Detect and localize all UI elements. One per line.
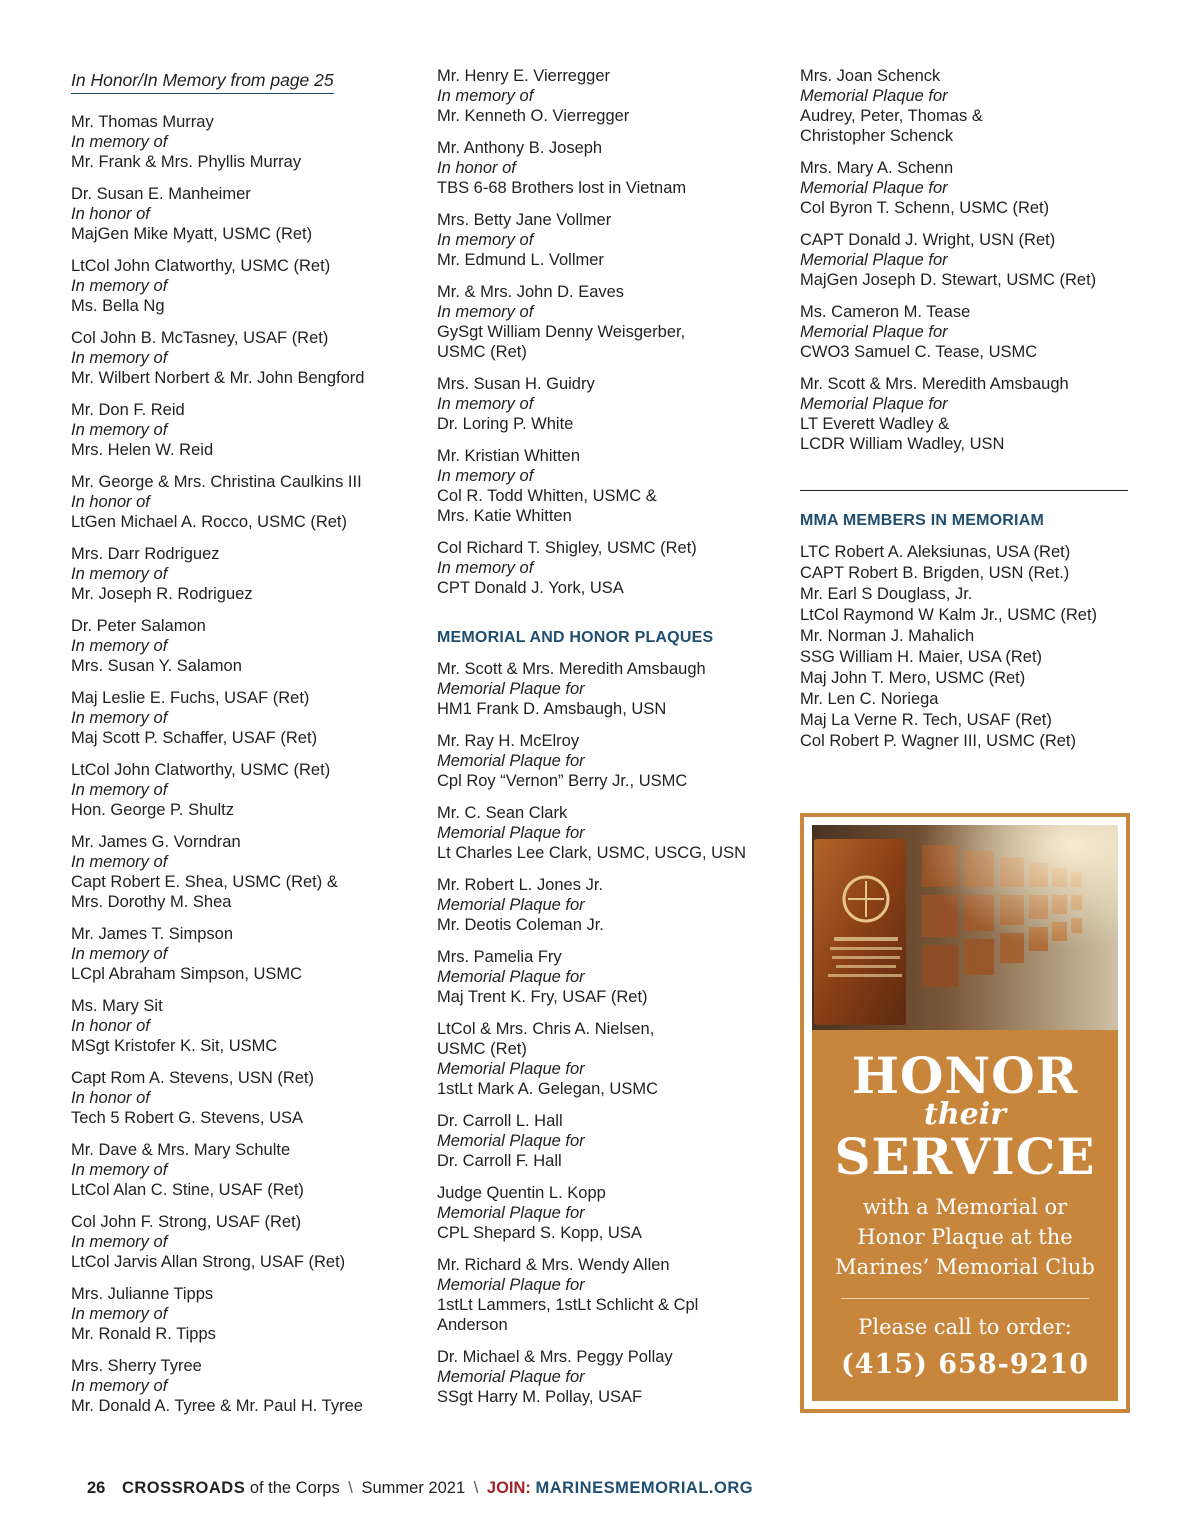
dedication-type: In memory of (71, 349, 168, 367)
honoree-name: MajGen Mike Myatt, USMC (Ret) (71, 225, 313, 243)
dedication-type: Memorial Plaque for (437, 1132, 585, 1150)
dedication-type: In memory of (71, 1377, 168, 1395)
dedication-entry (437, 659, 777, 719)
ad-panel (812, 825, 1118, 1401)
column-1-entries (71, 112, 411, 1416)
dedication-entry (437, 446, 777, 526)
dedication-entry (71, 1140, 411, 1200)
dedication-type: In memory of (437, 467, 534, 485)
dedication-type: Memorial Plaque for (800, 395, 948, 413)
dedication-entry (437, 1019, 777, 1099)
dedication-entry (71, 760, 411, 820)
honoree-name: 1stLt Mark A. Gelegan, USMC (437, 1080, 659, 1098)
dedication-type: Memorial Plaque for (437, 968, 585, 986)
honoree-name: Col R. Todd Whitten, USMC & (437, 487, 657, 505)
donor-name: Mr. Dave & Mrs. Mary Schulte (71, 1141, 291, 1159)
member-name: Mr. Earl S Douglass, Jr. (800, 585, 973, 603)
honoree-name: Mr. Edmund L. Vollmer (437, 251, 604, 269)
dedication-type: In memory of (71, 1233, 168, 1251)
footer-of-the-corps: of the Corps (249, 1479, 340, 1497)
footer-join: JOIN: (486, 1479, 531, 1497)
ad-service: SERVICE (834, 1127, 1096, 1186)
dedication-type: In honor of (71, 205, 150, 223)
donor-name: Mr. Henry E. Vierregger (437, 67, 611, 85)
donor-name: Mr. Ray H. McElroy (437, 732, 580, 750)
dedication-type: In memory of (71, 421, 168, 439)
honoree-name: Audrey, Peter, Thomas & (800, 107, 983, 125)
running-head: In Honor/In Memory from page 25 (71, 70, 334, 94)
dedication-entry (437, 66, 777, 126)
honoree-name: LCpl Abraham Simpson, USMC (71, 965, 303, 983)
dedication-type: In memory of (437, 395, 534, 413)
honoree-name: CWO3 Samuel C. Tease, USMC (800, 343, 1038, 361)
donor-name: Mrs. Joan Schenck (800, 67, 941, 85)
donor-name: Ms. Mary Sit (71, 997, 163, 1015)
honoree-name: Col Byron T. Schenn, USMC (Ret) (800, 199, 1050, 217)
honoree-name: Mr. Kenneth O. Vierregger (437, 107, 630, 125)
donor-name: Mr. C. Sean Clark (437, 804, 568, 822)
donor-name: LtCol John Clatworthy, USMC (Ret) (71, 761, 331, 779)
donor-name: Mrs. Julianne Tipps (71, 1285, 214, 1303)
dedication-entry (71, 924, 411, 984)
honoree-name: GySgt William Denny Weisgerber, (437, 323, 686, 341)
honoree-name: 1stLt Lammers, 1stLt Schlicht & Cpl (437, 1296, 699, 1314)
footer-brand: CROSSROADS (121, 1479, 246, 1497)
member-name: LtCol Raymond W Kalm Jr., USMC (Ret) (800, 606, 1098, 624)
plaque-entries (437, 659, 777, 1407)
section-divider (800, 490, 1128, 491)
donor-name: Mr. Richard & Mrs. Wendy Allen (437, 1256, 670, 1274)
honoree-name: TBS 6-68 Brothers lost in Vietnam (437, 179, 687, 197)
dedication-type: In memory of (71, 781, 168, 799)
honoree-name: Mr. Wilbert Norbert & Mr. John Bengford (71, 369, 365, 387)
honoree-name: LtCol Alan C. Stine, USAF (Ret) (71, 1181, 304, 1199)
honoree-name: Dr. Loring P. White (437, 415, 574, 433)
dedication-type: In memory of (71, 945, 168, 963)
dedication-entry (71, 544, 411, 604)
dedication-type: In memory of (71, 133, 168, 151)
donor-name: Mr. James T. Simpson (71, 925, 233, 943)
footer-issue: Summer 2021 (361, 1479, 466, 1497)
dedication-type: In memory of (437, 559, 534, 577)
honoree-name: Maj Trent K. Fry, USAF (Ret) (437, 988, 648, 1006)
donor-name: CAPT Donald J. Wright, USN (Ret) (800, 231, 1056, 249)
dedication-type: Memorial Plaque for (437, 1276, 585, 1294)
honor-service-ad (800, 813, 1130, 1413)
donor-name: Mr. Robert L. Jones Jr. (437, 876, 603, 894)
dedication-type: Memorial Plaque for (437, 680, 585, 698)
dedication-entry (71, 112, 411, 172)
dedication-entry (71, 472, 411, 532)
honoree-name: Mr. Frank & Mrs. Phyllis Murray (71, 153, 302, 171)
dedication-entry (71, 996, 411, 1056)
dedication-type: Memorial Plaque for (437, 1060, 585, 1078)
donor-name: Mr. Scott & Mrs. Meredith Amsbaugh (437, 660, 706, 678)
honoree-name: LCDR William Wadley, USN (800, 435, 1005, 453)
donor-name: Mr. Thomas Murray (71, 113, 214, 131)
member-name: CAPT Robert B. Brigden, USN (Ret.) (800, 564, 1070, 582)
donor-name: Col John B. McTasney, USAF (Ret) (71, 329, 329, 347)
honoree-name: Mrs. Helen W. Reid (71, 441, 214, 459)
honoree-name: SSgt Harry M. Pollay, USAF (437, 1388, 643, 1406)
donor-name: Mr. & Mrs. John D. Eaves (437, 283, 625, 301)
dedication-type: In memory of (71, 1305, 168, 1323)
honoree-name: MajGen Joseph D. Stewart, USMC (Ret) (800, 271, 1097, 289)
honoree-name: Mrs. Susan Y. Salamon (71, 657, 242, 675)
member-name: Col Robert P. Wagner III, USMC (Ret) (800, 732, 1076, 750)
donor-name: LtCol & Mrs. Chris A. Nielsen, (437, 1020, 655, 1038)
dedication-type: In memory of (71, 853, 168, 871)
honoree-name: MSgt Kristofer K. Sit, USMC (71, 1037, 278, 1055)
dedication-entry (800, 302, 1130, 362)
plaques-heading: MEMORIAL AND HONOR PLAQUES (437, 629, 714, 646)
honoree-name: Capt Robert E. Shea, USMC (Ret) & (71, 873, 338, 891)
ad-phone[interactable]: (415) 658-9210 (840, 1349, 1090, 1380)
dedication-entry (800, 374, 1130, 454)
honoree-name: Christopher Schenck (800, 127, 954, 145)
footer-url[interactable]: MARINESMEMORIAL.ORG (535, 1479, 754, 1497)
donor-name: Dr. Peter Salamon (71, 617, 206, 635)
dedication-entry (437, 875, 777, 935)
dedication-entry (71, 400, 411, 460)
dedication-entry (437, 538, 777, 598)
honoree-name: CPL Shepard S. Kopp, USA (437, 1224, 642, 1242)
ad-with: with a Memorial or Honor Plaque at the Marines’ Memorial Club (835, 1195, 1095, 1279)
donor-name: Mrs. Mary A. Schenn (800, 159, 954, 177)
column-3 (800, 66, 1130, 752)
honoree-name: Mr. Joseph R. Rodriguez (71, 585, 253, 603)
dedication-type: In memory of (71, 1161, 168, 1179)
members-heading: MMA MEMBERS IN MEMORIAM (800, 512, 1044, 529)
dedication-type: Memorial Plaque for (800, 179, 948, 197)
honoree-name: Hon. George P. Shultz (71, 801, 234, 819)
donor-name: Mr. Kristian Whitten (437, 447, 581, 465)
dedication-type: Memorial Plaque for (800, 87, 948, 105)
dedication-entry (71, 328, 411, 388)
dedication-entry (437, 1111, 777, 1171)
donor-name: Capt Rom A. Stevens, USN (Ret) (71, 1069, 314, 1087)
honoree-name: LtCol Jarvis Allan Strong, USAF (Ret) (71, 1253, 346, 1271)
honoree-name: Ms. Bella Ng (71, 297, 165, 315)
honoree-name: Anderson (437, 1316, 508, 1334)
dedication-entry (71, 616, 411, 676)
column-2-entries (437, 66, 777, 598)
dedication-entry (437, 1347, 777, 1407)
honoree-name: Mr. Deotis Coleman Jr. (437, 916, 604, 934)
honoree-name: Tech 5 Robert G. Stevens, USA (71, 1109, 304, 1127)
dedication-entry (71, 832, 411, 912)
honoree-name: Cpl Roy “Vernon” Berry Jr., USMC (437, 772, 688, 790)
members-list (800, 542, 1130, 752)
dedication-type: In honor of (71, 1017, 150, 1035)
donor-name: Mrs. Darr Rodriguez (71, 545, 220, 563)
dedication-type: In memory of (71, 277, 168, 295)
dedication-type: In memory of (437, 231, 534, 249)
donor-name: Judge Quentin L. Kopp (437, 1184, 606, 1202)
donor-name: Mr. Don F. Reid (71, 401, 185, 419)
honoree-name: HM1 Frank D. Amsbaugh, USN (437, 700, 667, 718)
honoree-name: Maj Scott P. Schaffer, USAF (Ret) (71, 729, 318, 747)
donor-name: Col John F. Strong, USAF (Ret) (71, 1213, 302, 1231)
member-name: Maj John T. Mero, USMC (Ret) (800, 669, 1026, 687)
dedication-entry (437, 731, 777, 791)
dedication-entry (437, 282, 777, 362)
dedication-entry (800, 158, 1130, 218)
footer (87, 1479, 753, 1498)
dedication-type: Memorial Plaque for (800, 251, 948, 269)
dedication-type: In memory of (71, 565, 168, 583)
dedication-type: Memorial Plaque for (800, 323, 948, 341)
donor-name: LtCol John Clatworthy, USMC (Ret) (71, 257, 331, 275)
column-3-entries (800, 66, 1130, 454)
member-name: LTC Robert A. Aleksiunas, USA (Ret) (800, 543, 1071, 561)
donor-name: Mrs. Susan H. Guidry (437, 375, 595, 393)
member-name: SSG William H. Maier, USA (Ret) (800, 648, 1043, 666)
donor-name: Mrs. Pamelia Fry (437, 948, 562, 966)
honoree-name: Mr. Ronald R. Tipps (71, 1325, 216, 1343)
ad-their: their (924, 1097, 1006, 1132)
donor-name: Mr. Anthony B. Joseph (437, 139, 603, 157)
honoree-name: LtGen Michael A. Rocco, USMC (Ret) (71, 513, 348, 531)
donor-name: Mr. Scott & Mrs. Meredith Amsbaugh (800, 375, 1069, 393)
member-name: Mr. Norman J. Mahalich (800, 627, 975, 645)
honoree-name: Mrs. Dorothy M. Shea (71, 893, 232, 911)
dedication-entry (800, 230, 1130, 290)
honoree-name: Lt Charles Lee Clark, USMC, USCG, USN (437, 844, 746, 862)
dedication-entry (437, 1255, 777, 1335)
dedication-type: Memorial Plaque for (437, 752, 585, 770)
footer-separator: \ (473, 1479, 479, 1497)
plaque-wall-photo (812, 825, 1118, 1030)
dedication-entry (800, 66, 1130, 146)
dedication-entry (437, 138, 777, 198)
honoree-name: Mr. Donald A. Tyree & Mr. Paul H. Tyree (71, 1397, 363, 1415)
dedication-type: In honor of (437, 159, 516, 177)
dedication-type: In memory of (437, 303, 534, 321)
dedication-type: Memorial Plaque for (437, 1368, 585, 1386)
donor-name: Dr. Michael & Mrs. Peggy Pollay (437, 1348, 673, 1366)
dedication-entry (71, 1356, 411, 1416)
dedication-entry (71, 688, 411, 748)
dedication-type: In honor of (71, 1089, 150, 1107)
donor-name: Mr. James G. Vorndran (71, 833, 241, 851)
dedication-entry (71, 1068, 411, 1128)
donor-name-cont: USMC (Ret) (437, 1040, 527, 1058)
dedication-type: Memorial Plaque for (437, 824, 585, 842)
donor-name: Maj Leslie E. Fuchs, USAF (Ret) (71, 689, 310, 707)
dedication-entry (71, 1212, 411, 1272)
donor-name: Mrs. Betty Jane Vollmer (437, 211, 612, 229)
dedication-entry (437, 210, 777, 270)
honoree-name: Mrs. Katie Whitten (437, 507, 572, 525)
dedication-entry (437, 803, 777, 863)
honoree-name: CPT Donald J. York, USA (437, 579, 624, 597)
ad-honor: HONOR (851, 1046, 1079, 1105)
honoree-name: Dr. Carroll F. Hall (437, 1152, 562, 1170)
dedication-type: In honor of (71, 493, 150, 511)
footer-separator: \ (348, 1479, 353, 1497)
dedication-type: In memory of (71, 709, 168, 727)
member-name: Maj La Verne R. Tech, USAF (Ret) (800, 711, 1052, 729)
honoree-name: LT Everett Wadley & (800, 415, 950, 433)
ad-call: Please call to order: (858, 1315, 1072, 1339)
honoree-name: USMC (Ret) (437, 343, 527, 361)
ad-separator (841, 1298, 1089, 1299)
member-name: Mr. Len C. Noriega (800, 690, 939, 708)
donor-name: Mrs. Sherry Tyree (71, 1357, 202, 1375)
ad-text (812, 1030, 1118, 1401)
dedication-entry (71, 184, 411, 244)
donor-name: Mr. George & Mrs. Christina Caulkins III (71, 473, 362, 491)
dedication-entry (437, 374, 777, 434)
dedication-entry (71, 1284, 411, 1344)
dedication-entry (71, 256, 411, 316)
page-number: 26 (87, 1479, 106, 1497)
dedication-type: In memory of (71, 637, 168, 655)
dedication-type: Memorial Plaque for (437, 1204, 585, 1222)
dedication-type: In memory of (437, 87, 534, 105)
dedication-type: Memorial Plaque for (437, 896, 585, 914)
donor-name: Ms. Cameron M. Tease (800, 303, 971, 321)
donor-name: Dr. Carroll L. Hall (437, 1112, 563, 1130)
donor-name: Col Richard T. Shigley, USMC (Ret) (437, 539, 697, 557)
dedication-entry (437, 947, 777, 1007)
column-1 (71, 66, 411, 1428)
column-2 (437, 66, 777, 1419)
dedication-entry (437, 1183, 777, 1243)
donor-name: Dr. Susan E. Manheimer (71, 185, 251, 203)
